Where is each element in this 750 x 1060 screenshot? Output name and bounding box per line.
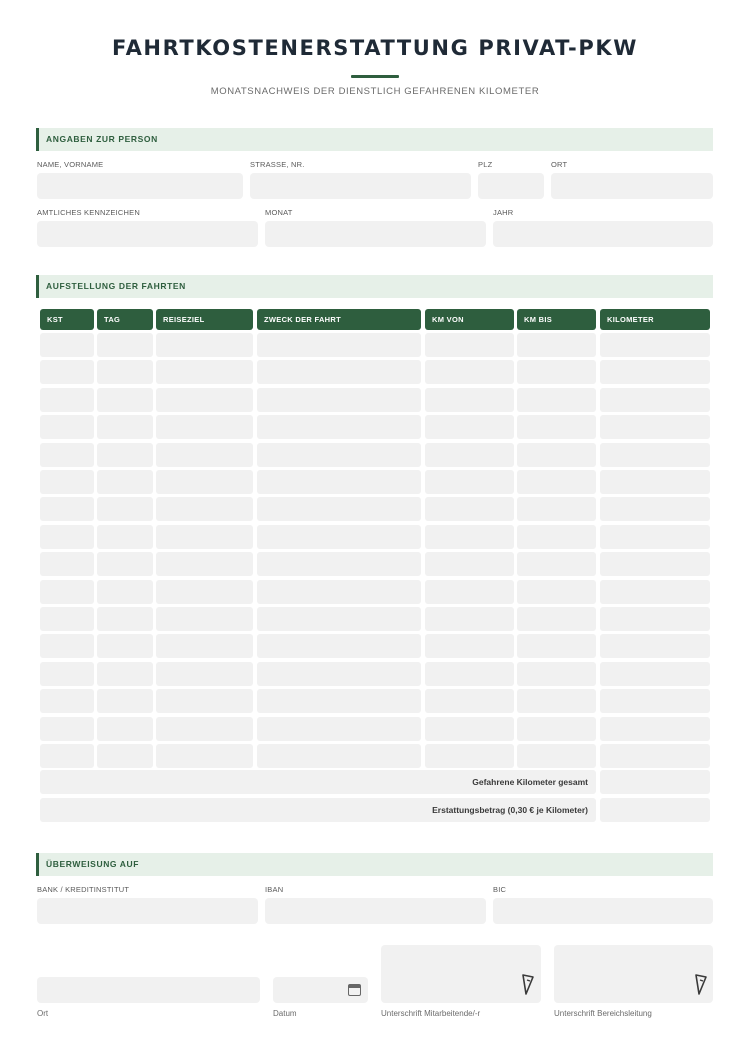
- iban-label: IBAN: [265, 885, 284, 894]
- manager-signature-field[interactable]: [554, 945, 713, 1003]
- total-km-label: Gefahrene Kilometer gesamt: [472, 777, 588, 787]
- city-field[interactable]: [551, 173, 713, 199]
- trip-cell-zweck[interactable]: [257, 360, 421, 384]
- trip-cell-tag[interactable]: [97, 470, 153, 494]
- trip-cell-tag[interactable]: [97, 443, 153, 467]
- plate-field[interactable]: [37, 221, 258, 247]
- bic-field[interactable]: [493, 898, 713, 924]
- trip-cell-tag[interactable]: [97, 388, 153, 412]
- trip-cell-tag[interactable]: [97, 415, 153, 439]
- trip-cell-kilometer[interactable]: [600, 634, 710, 658]
- trip-cell-kst[interactable]: [40, 388, 94, 412]
- trip-cell-km-bis[interactable]: [517, 388, 596, 412]
- trip-cell-kilometer[interactable]: [600, 552, 710, 576]
- zip-label: PLZ: [478, 160, 493, 169]
- trip-cell-kst[interactable]: [40, 744, 94, 768]
- section-transfer-header: [36, 853, 713, 876]
- pen-icon[interactable]: [694, 974, 708, 996]
- trip-cell-kilometer[interactable]: [600, 607, 710, 631]
- column-header-label: KM VON: [432, 315, 464, 324]
- year-label: JAHR: [493, 208, 514, 217]
- trip-cell-kilometer[interactable]: [600, 415, 710, 439]
- name-label: NAME, VORNAME: [37, 160, 104, 169]
- trip-cell-km-bis[interactable]: [517, 525, 596, 549]
- place-label: Ort: [37, 1009, 49, 1018]
- trip-cell-km-bis[interactable]: [517, 333, 596, 357]
- bic-label: BIC: [493, 885, 507, 894]
- city-label: ORT: [551, 160, 568, 169]
- refund-field[interactable]: [600, 798, 710, 822]
- trip-cell-tag[interactable]: [97, 662, 153, 686]
- trip-cell-zweck[interactable]: [257, 443, 421, 467]
- trip-cell-km-von[interactable]: [425, 388, 514, 412]
- street-field[interactable]: [250, 173, 471, 199]
- iban-field[interactable]: [265, 898, 486, 924]
- trip-cell-reiseziel[interactable]: [156, 717, 253, 741]
- trip-cell-reiseziel[interactable]: [156, 580, 253, 604]
- employee-signature-label: Unterschrift Mitarbeitende/-r: [381, 1009, 481, 1018]
- trip-cell-kst[interactable]: [40, 717, 94, 741]
- trip-cell-reiseziel[interactable]: [156, 443, 253, 467]
- column-header-label: KILOMETER: [607, 315, 654, 324]
- column-header-zweck: [257, 309, 421, 330]
- trip-cell-zweck[interactable]: [257, 689, 421, 713]
- manager-signature-label: Unterschrift Bereichsleitung: [554, 1009, 652, 1018]
- plate-label: AMTLICHES KENNZEICHEN: [37, 208, 140, 217]
- trip-cell-tag[interactable]: [97, 717, 153, 741]
- trip-cell-tag[interactable]: [97, 689, 153, 713]
- trip-cell-kst[interactable]: [40, 443, 94, 467]
- column-header-tag: [97, 309, 153, 330]
- column-header-label: REISEZIEL: [163, 315, 205, 324]
- trip-cell-zweck[interactable]: [257, 525, 421, 549]
- trip-cell-zweck[interactable]: [257, 470, 421, 494]
- trip-cell-km-bis[interactable]: [517, 689, 596, 713]
- trip-cell-kst[interactable]: [40, 333, 94, 357]
- trip-cell-kilometer[interactable]: [600, 689, 710, 713]
- month-field[interactable]: [265, 221, 486, 247]
- trip-cell-tag[interactable]: [97, 525, 153, 549]
- trip-cell-reiseziel[interactable]: [156, 634, 253, 658]
- trip-cell-kilometer[interactable]: [600, 333, 710, 357]
- trip-cell-reiseziel[interactable]: [156, 662, 253, 686]
- trip-cell-reiseziel[interactable]: [156, 388, 253, 412]
- date-label: Datum: [273, 1009, 297, 1018]
- trip-cell-kilometer[interactable]: [600, 525, 710, 549]
- trip-cell-km-bis[interactable]: [517, 717, 596, 741]
- pen-icon[interactable]: [521, 974, 535, 996]
- trip-cell-reiseziel[interactable]: [156, 360, 253, 384]
- trip-cell-kst[interactable]: [40, 662, 94, 686]
- trip-cell-tag[interactable]: [97, 634, 153, 658]
- trip-cell-km-bis[interactable]: [517, 744, 596, 768]
- trip-cell-kilometer[interactable]: [600, 662, 710, 686]
- trip-cell-reiseziel[interactable]: [156, 333, 253, 357]
- trip-cell-km-von[interactable]: [425, 634, 514, 658]
- trip-cell-zweck[interactable]: [257, 580, 421, 604]
- column-header-kilometer: [600, 309, 710, 330]
- trip-cell-kilometer[interactable]: [600, 717, 710, 741]
- month-label: MONAT: [265, 208, 293, 217]
- trip-cell-km-bis[interactable]: [517, 552, 596, 576]
- trip-cell-kilometer[interactable]: [600, 497, 710, 521]
- refund-label: Erstattungsbetrag (0,30 € je Kilometer): [432, 805, 588, 815]
- trip-cell-km-von[interactable]: [425, 525, 514, 549]
- trip-cell-kst[interactable]: [40, 497, 94, 521]
- trip-cell-km-von[interactable]: [425, 360, 514, 384]
- calendar-icon[interactable]: [348, 984, 361, 996]
- trip-cell-reiseziel[interactable]: [156, 415, 253, 439]
- page-subtitle: MONATSNACHWEIS DER DIENSTLICH GEFAHRENEN KILOMETER: [210, 86, 540, 97]
- trip-cell-tag[interactable]: [97, 333, 153, 357]
- page-title: FAHRTKOSTENERSTATTUNG PRIVAT-PKW: [112, 36, 638, 60]
- trip-cell-km-von[interactable]: [425, 415, 514, 439]
- section-person-header: [36, 128, 713, 151]
- trip-cell-kst[interactable]: [40, 580, 94, 604]
- trip-cell-kst[interactable]: [40, 634, 94, 658]
- total-km-field[interactable]: [600, 770, 710, 794]
- trip-cell-reiseziel[interactable]: [156, 689, 253, 713]
- column-header-label: TAG: [104, 315, 121, 324]
- trip-cell-kilometer[interactable]: [600, 360, 710, 384]
- trip-cell-km-von[interactable]: [425, 443, 514, 467]
- column-header-label: KST: [47, 315, 63, 324]
- title-divider: [351, 75, 399, 78]
- section-trips-header: [36, 275, 713, 298]
- trip-cell-zweck[interactable]: [257, 388, 421, 412]
- trip-cell-zweck[interactable]: [257, 717, 421, 741]
- zip-field[interactable]: [478, 173, 544, 199]
- place-field[interactable]: [37, 977, 260, 1003]
- trip-cell-kst[interactable]: [40, 607, 94, 631]
- trip-cell-km-von[interactable]: [425, 717, 514, 741]
- trip-cell-reiseziel[interactable]: [156, 552, 253, 576]
- trip-cell-km-von[interactable]: [425, 580, 514, 604]
- refund-label-bar: [40, 798, 596, 822]
- trip-cell-kilometer[interactable]: [600, 470, 710, 494]
- section-trips-title: AUFSTELLUNG DER FAHRTEN: [46, 281, 186, 291]
- trip-cell-tag[interactable]: [97, 360, 153, 384]
- trip-cell-km-von[interactable]: [425, 470, 514, 494]
- trip-cell-kst[interactable]: [40, 689, 94, 713]
- column-header-kst: [40, 309, 94, 330]
- trip-cell-kst[interactable]: [40, 552, 94, 576]
- trip-cell-km-bis[interactable]: [517, 497, 596, 521]
- trip-cell-zweck[interactable]: [257, 634, 421, 658]
- trip-cell-km-bis[interactable]: [517, 360, 596, 384]
- trip-cell-tag[interactable]: [97, 580, 153, 604]
- trip-cell-kilometer[interactable]: [600, 580, 710, 604]
- trip-cell-kilometer[interactable]: [600, 744, 710, 768]
- column-header-reiseziel: [156, 309, 253, 330]
- bank-field[interactable]: [37, 898, 258, 924]
- column-header-label: KM BIS: [524, 315, 553, 324]
- bank-label: BANK / KREDITINSTITUT: [37, 885, 130, 894]
- trip-cell-km-bis[interactable]: [517, 580, 596, 604]
- street-label: STRASSE, NR.: [250, 160, 305, 169]
- section-transfer-title: ÜBERWEISUNG AUF: [46, 859, 140, 869]
- total-km-label-bar: [40, 770, 596, 794]
- section-person-title: ANGABEN ZUR PERSON: [46, 134, 158, 144]
- trip-cell-zweck[interactable]: [257, 662, 421, 686]
- trip-cell-zweck[interactable]: [257, 552, 421, 576]
- trip-cell-reiseziel[interactable]: [156, 607, 253, 631]
- trip-cell-km-von[interactable]: [425, 333, 514, 357]
- trip-cell-km-bis[interactable]: [517, 607, 596, 631]
- trip-cell-zweck[interactable]: [257, 607, 421, 631]
- trip-cell-km-bis[interactable]: [517, 470, 596, 494]
- year-field[interactable]: [493, 221, 713, 247]
- trip-cell-tag[interactable]: [97, 497, 153, 521]
- trip-cell-reiseziel[interactable]: [156, 470, 253, 494]
- name-field[interactable]: [37, 173, 243, 199]
- trip-cell-kilometer[interactable]: [600, 443, 710, 467]
- trip-cell-reiseziel[interactable]: [156, 497, 253, 521]
- trip-cell-km-von[interactable]: [425, 552, 514, 576]
- trip-cell-zweck[interactable]: [257, 744, 421, 768]
- trip-cell-km-von[interactable]: [425, 689, 514, 713]
- trip-cell-kst[interactable]: [40, 360, 94, 384]
- trip-cell-zweck[interactable]: [257, 497, 421, 521]
- trip-cell-km-bis[interactable]: [517, 662, 596, 686]
- trip-cell-kilometer[interactable]: [600, 388, 710, 412]
- trip-cell-km-bis[interactable]: [517, 415, 596, 439]
- trip-cell-tag[interactable]: [97, 552, 153, 576]
- employee-signature-field[interactable]: [381, 945, 541, 1003]
- trip-cell-kst[interactable]: [40, 470, 94, 494]
- trip-cell-km-von[interactable]: [425, 497, 514, 521]
- trip-cell-reiseziel[interactable]: [156, 744, 253, 768]
- trip-cell-kst[interactable]: [40, 525, 94, 549]
- trip-cell-km-von[interactable]: [425, 744, 514, 768]
- trip-cell-reiseziel[interactable]: [156, 525, 253, 549]
- trip-cell-tag[interactable]: [97, 744, 153, 768]
- trip-cell-km-von[interactable]: [425, 607, 514, 631]
- column-header-km-bis: [517, 309, 596, 330]
- column-header-km-von: [425, 309, 514, 330]
- trip-cell-zweck[interactable]: [257, 415, 421, 439]
- trip-cell-tag[interactable]: [97, 607, 153, 631]
- trip-cell-kst[interactable]: [40, 415, 94, 439]
- trip-cell-zweck[interactable]: [257, 333, 421, 357]
- trip-cell-km-bis[interactable]: [517, 443, 596, 467]
- trip-cell-km-bis[interactable]: [517, 634, 596, 658]
- trip-cell-km-von[interactable]: [425, 662, 514, 686]
- column-header-label: ZWECK DER FAHRT: [264, 315, 341, 324]
